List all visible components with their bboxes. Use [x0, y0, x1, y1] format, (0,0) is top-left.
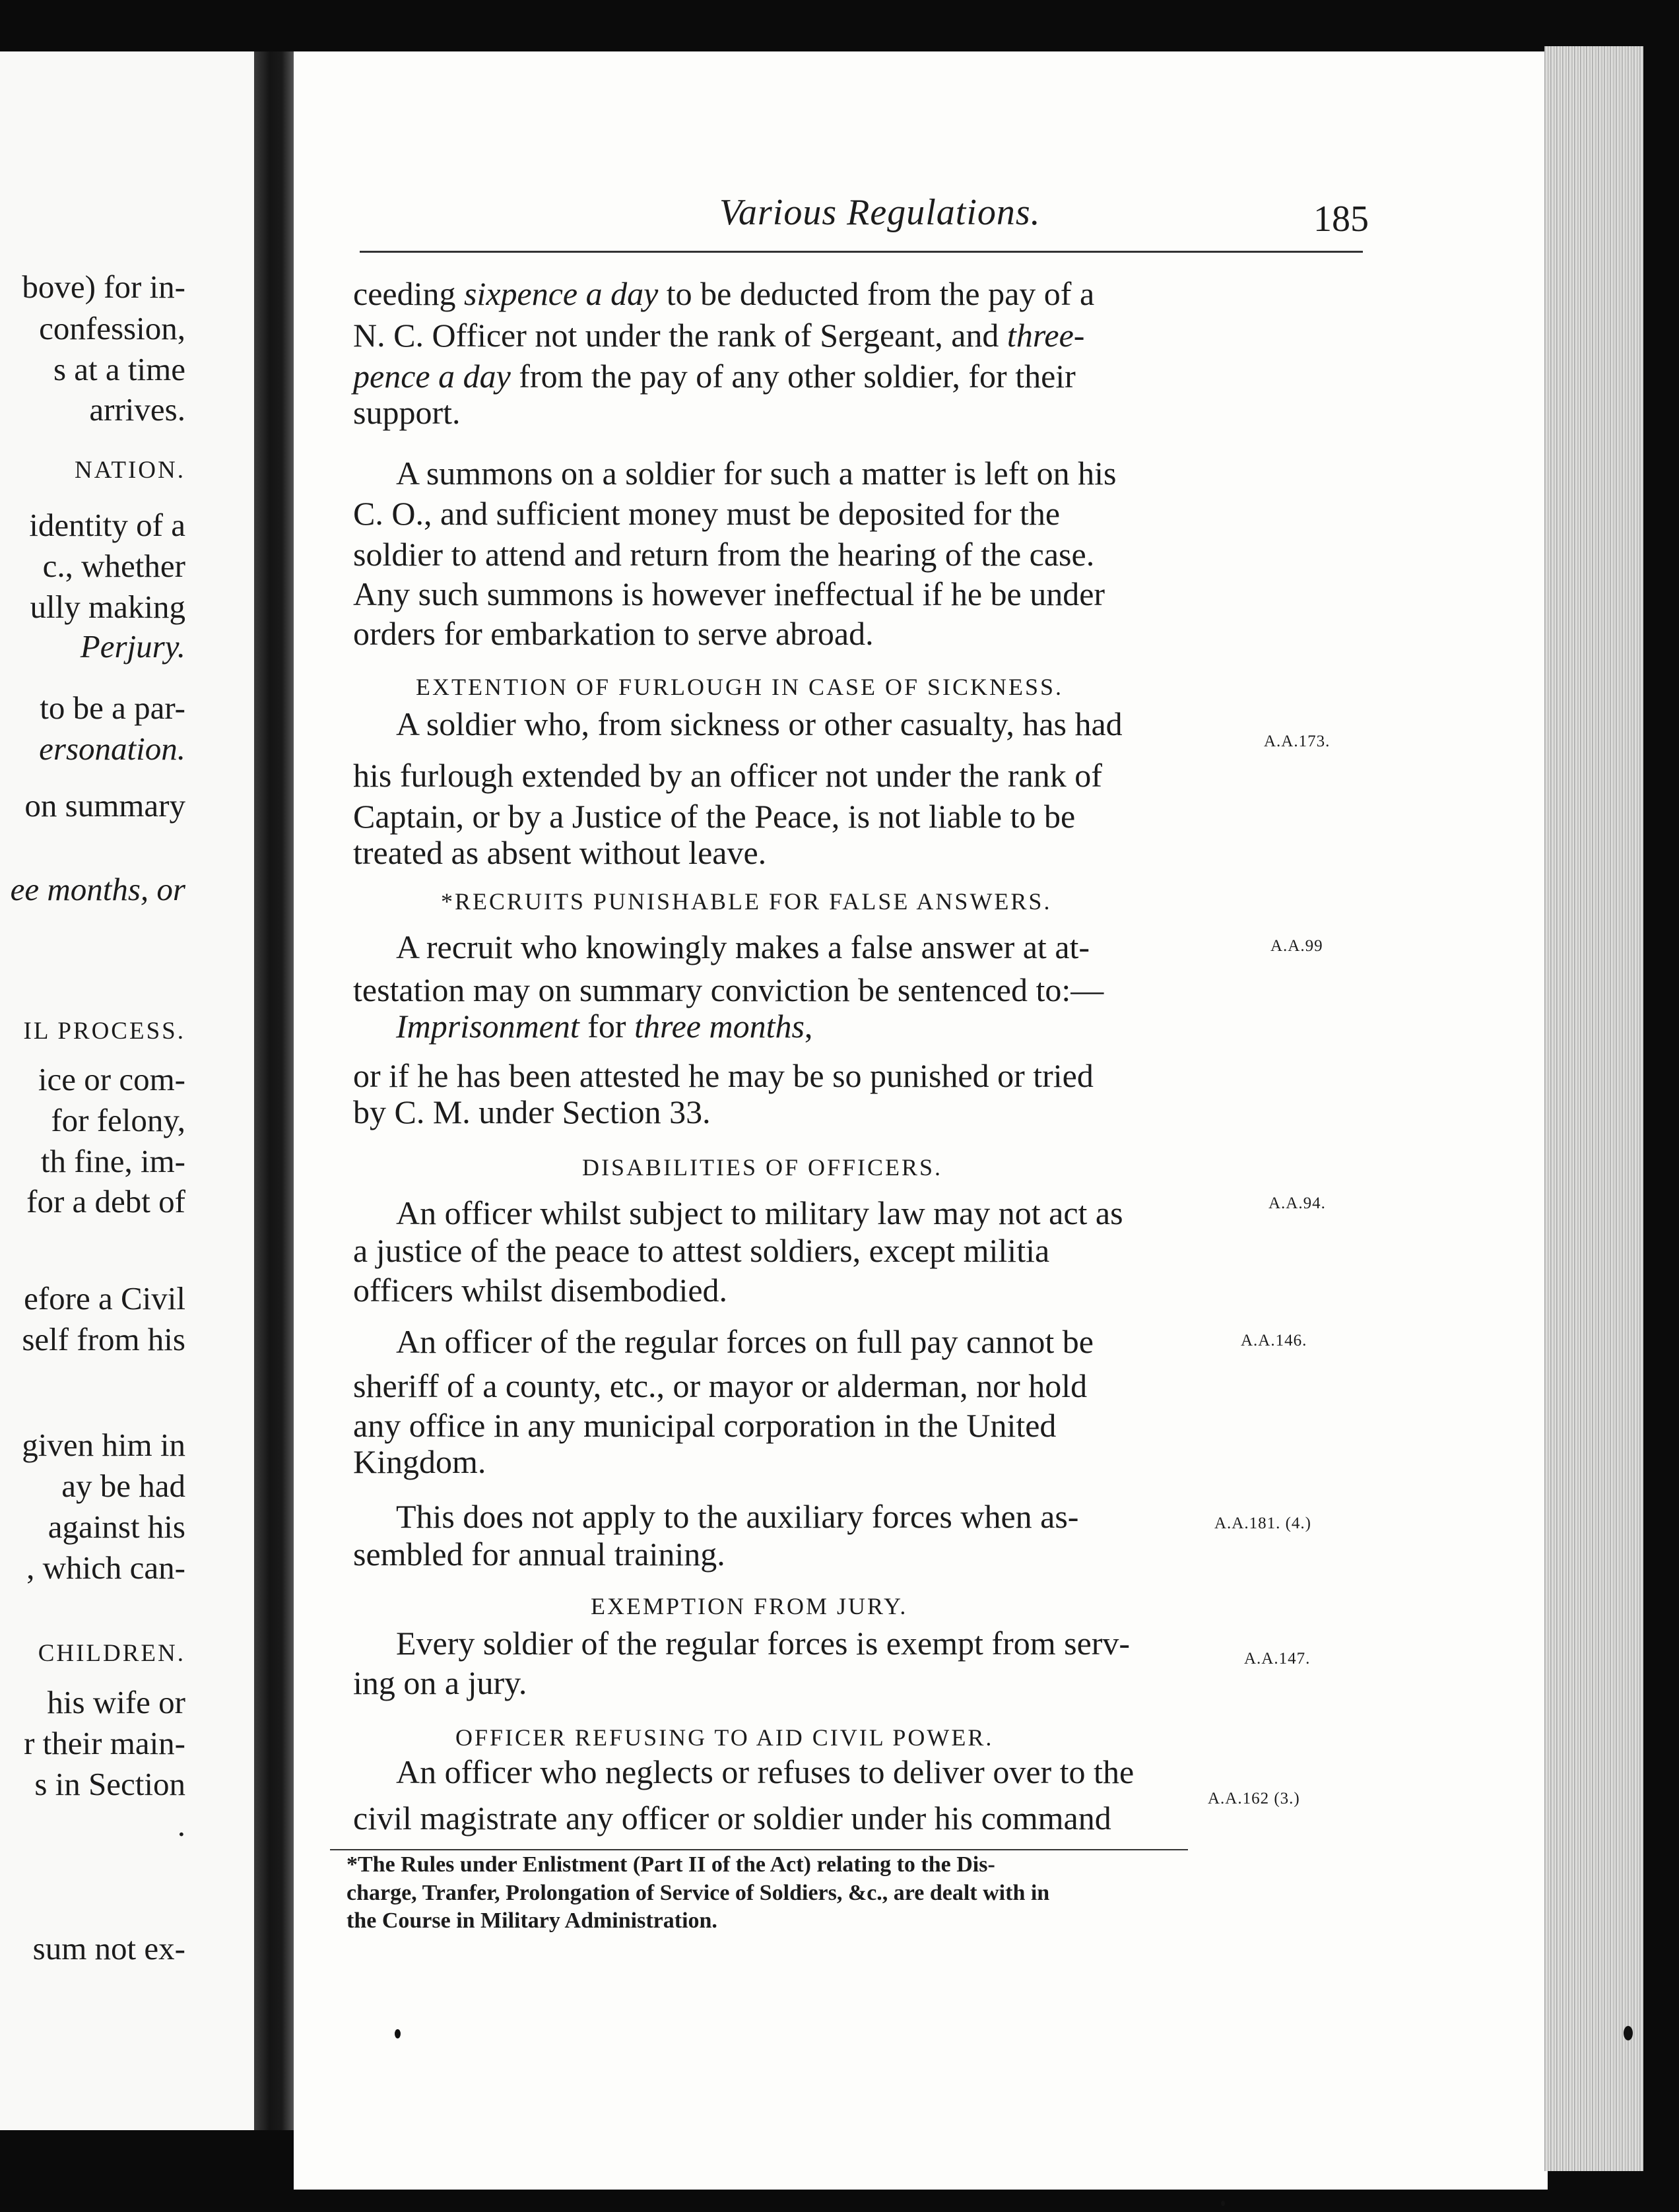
body-line: his furlough extended by an officer not under the rank of — [353, 757, 1102, 794]
body-line: This does not apply to the auxiliary forces when as- — [396, 1498, 1079, 1535]
left-page-line: s at a time — [53, 351, 185, 387]
body-line: any office in any municipal corporation in the United — [353, 1407, 1057, 1444]
book-gutter — [254, 51, 294, 2130]
body-line: Any such summons is however ineffectual if he be under — [353, 575, 1105, 612]
body-line: support. — [353, 394, 461, 431]
margin-reference: A.A.146. — [1241, 1332, 1307, 1350]
body-line: officers whilst disembodied. — [353, 1272, 728, 1309]
left-page-line: his wife or — [47, 1684, 185, 1720]
body-line: C. O., and sufficient money must be deposited for the — [353, 495, 1061, 532]
margin-reference: A.A.94. — [1268, 1194, 1326, 1212]
body-line: orders for embarkation to serve abroad. — [353, 615, 874, 652]
body-line: ceeding sixpence a day to be deducted from the pay of a — [353, 275, 1095, 312]
left-page-heading: IL PROCESS. — [23, 1018, 185, 1045]
left-page-line: . — [177, 1807, 185, 1843]
left-page-heading: CHILDREN. — [38, 1640, 185, 1667]
left-page-line: ersonation. — [39, 731, 185, 767]
body-line: civil magistrate any officer or soldier under his command — [353, 1800, 1111, 1837]
left-page-heading: NATION. — [75, 457, 185, 484]
left-page-line: th fine, im- — [40, 1143, 185, 1179]
body-line: by C. M. under Section 33. — [353, 1093, 711, 1130]
body-line: An officer of the regular forces on full pay cannot be — [396, 1323, 1094, 1360]
running-title: Various Regulations. — [719, 192, 1041, 233]
left-page-line: confession, — [39, 310, 185, 346]
section-heading-recruits: *RECRUITS PUNISHABLE FOR FALSE ANSWERS. — [441, 888, 1052, 915]
body-line: A summons on a soldier for such a matter is left on his — [396, 455, 1117, 492]
footnote-line: charge, Tranfer, Prolongation of Service of Soldiers, &c., are dealt with in — [346, 1881, 1050, 1905]
body-line: testation may on summary conviction be sentenced to:— — [353, 971, 1104, 1008]
section-heading-disabilities: DISABILITIES OF OFFICERS. — [582, 1154, 943, 1181]
body-line: A soldier who, from sickness or other casualty, has had — [396, 705, 1123, 742]
margin-reference: A.A.147. — [1244, 1650, 1311, 1668]
margin-reference: A.A.162 (3.) — [1208, 1790, 1300, 1807]
left-page-line: for felony, — [51, 1102, 185, 1138]
scan-speck — [1221, 2201, 1225, 2206]
left-page-line: arrives. — [89, 391, 185, 428]
section-heading-jury: EXEMPTION FROM JURY. — [591, 1593, 908, 1619]
page-number: 185 — [1313, 199, 1369, 240]
footnote-line: the Course in Military Administration. — [346, 1908, 717, 1933]
left-page-line: s in Section — [34, 1766, 185, 1802]
scan-speck — [1624, 2026, 1633, 2040]
left-page-line: ice or com- — [38, 1061, 185, 1097]
left-page-line: Perjury. — [80, 628, 185, 665]
footnote-rule — [330, 1849, 1188, 1850]
section-heading-civil-power: OFFICER REFUSING TO AID CIVIL POWER. — [455, 1724, 994, 1751]
left-page-line: self from his — [22, 1321, 185, 1357]
left-page-line: efore a Civil — [24, 1280, 185, 1317]
body-line: A recruit who knowingly makes a false answer at at- — [396, 928, 1090, 965]
body-line: ing on a jury. — [353, 1664, 527, 1701]
body-line: a justice of the peace to attest soldiers, except militia — [353, 1232, 1050, 1269]
body-line: Imprisonment for three months, — [396, 1008, 813, 1045]
body-line: Every soldier of the regular forces is exempt from serv- — [396, 1625, 1131, 1662]
body-line: sheriff of a county, etc., or mayor or alderman, nor hold — [353, 1367, 1088, 1404]
margin-reference: A.A.99 — [1270, 937, 1323, 955]
left-page-line: r their main- — [24, 1725, 185, 1761]
body-line: soldier to attend and return from the hearing of the case. — [353, 536, 1095, 573]
body-line: N. C. Officer not under the rank of Sergeant, and three- — [353, 317, 1085, 354]
left-page-line: against his — [48, 1509, 185, 1545]
body-line: treated as absent without leave. — [353, 834, 767, 871]
footnote-line: *The Rules under Enlistment (Part II of the Act) relating to the Dis- — [346, 1852, 995, 1877]
left-page-line: ay be had — [61, 1468, 185, 1504]
body-line: An officer who neglects or refuses to deliver over to the — [396, 1753, 1135, 1790]
left-facing-page — [0, 51, 254, 2130]
section-heading-furlough: EXTENTION OF FURLOUGH IN CASE OF SICKNESS. — [416, 674, 1064, 700]
margin-reference: A.A.173. — [1264, 732, 1331, 750]
body-line: Captain, or by a Justice of the Peace, is not liable to be — [353, 798, 1076, 835]
left-page-line: c., whether — [42, 548, 185, 584]
header-rule — [360, 251, 1363, 253]
body-line: sembled for annual training. — [353, 1536, 725, 1573]
page-edge-stack — [1544, 46, 1643, 2171]
left-page-line: to be a par- — [40, 690, 185, 726]
left-page-line: sum not ex- — [32, 1930, 185, 1967]
left-page-line: given him in — [22, 1427, 185, 1463]
left-page-line: identity of a — [29, 507, 185, 543]
left-page-line: for a debt of — [26, 1183, 185, 1220]
margin-reference: A.A.181. (4.) — [1214, 1514, 1312, 1532]
left-page-line: ully making — [30, 589, 185, 625]
left-page-line: , which can- — [26, 1549, 185, 1586]
scan-speck — [395, 2029, 401, 2038]
body-line: Kingdom. — [353, 1443, 486, 1480]
left-page-line: on summary — [24, 787, 185, 824]
body-line: or if he has been attested he may be so punished or tried — [353, 1057, 1094, 1094]
left-page-line: bove) for in- — [22, 269, 185, 305]
left-page-line: ee months, or — [10, 871, 185, 907]
body-line: An officer whilst subject to military law may not act as — [396, 1194, 1123, 1231]
body-line: pence a day from the pay of any other soldier, for their — [353, 358, 1076, 395]
